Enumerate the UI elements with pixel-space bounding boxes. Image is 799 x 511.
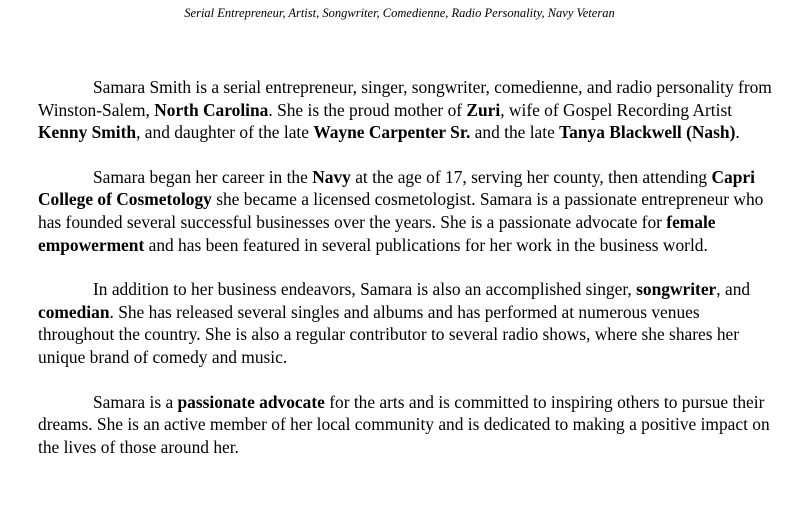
text-run: Samara is a <box>93 391 178 412</box>
text-run: . <box>735 122 740 143</box>
bio-paragraph-3 <box>38 278 778 368</box>
text-run: at the age of 17, serving her county, then attending <box>350 166 712 187</box>
text-run: for the arts and is committed to inspiring others to pursue their dreams. She is an active member of her local community and is dedicated to making a positive impact on the lives of those around her. <box>38 391 770 457</box>
text-run: , and <box>716 279 751 300</box>
page-subtitle: Serial Entrepreneur, Artist, Songwriter, Comedienne, Radio Personality, Navy Veteran <box>184 6 615 20</box>
bio-paragraph-4 <box>38 391 778 459</box>
text-run: In addition to her business endeavors, Samara is also an accomplished singer, <box>93 279 637 300</box>
bold-phrase: songwriter <box>636 279 717 300</box>
bold-phrase: female empowerment <box>38 211 716 255</box>
bold-phrase: comedian <box>38 301 110 322</box>
bio-paragraph-2 <box>38 166 778 256</box>
bold-phrase: Kenny Smith <box>38 122 137 143</box>
biography-body <box>38 76 778 480</box>
text-run: and the late <box>470 122 560 143</box>
text-run: . She has released several singles and albums and has performed at numerous venues throughout the country. She is also a regular contributor to several radio shows, where she shares her unique brand of comedy and music. <box>38 301 740 367</box>
text-run: Samara began her career in the <box>93 166 313 187</box>
bold-phrase: passionate advocate <box>177 391 325 412</box>
bold-phrase: Navy <box>312 166 351 187</box>
text-run: , wife of Gospel Recording Artist <box>500 99 733 120</box>
text-run: she became a licensed cosmetologist. Samara is a passionate entrepreneur who has founded several successful businesses over the years. She is a passionate advocate for <box>38 189 764 232</box>
bold-phrase: Capri College of Cosmetology <box>38 166 755 210</box>
bold-phrase: Tanya Blackwell (Nash) <box>559 122 736 143</box>
text-run: Samara Smith is a serial entrepreneur, singer, songwriter, comedienne, and radio personality from Winston-Salem, <box>38 77 772 120</box>
text-run: and has been featured in several publications for her work in the business world. <box>144 234 708 255</box>
text-run: . She is the proud mother of <box>268 99 467 120</box>
bold-phrase: Zuri <box>466 99 501 120</box>
bold-phrase: Wayne Carpenter Sr. <box>313 122 471 143</box>
bold-phrase: North Carolina <box>154 99 269 120</box>
text-run: , and daughter of the late <box>136 122 314 143</box>
bio-paragraph-1 <box>38 76 778 144</box>
